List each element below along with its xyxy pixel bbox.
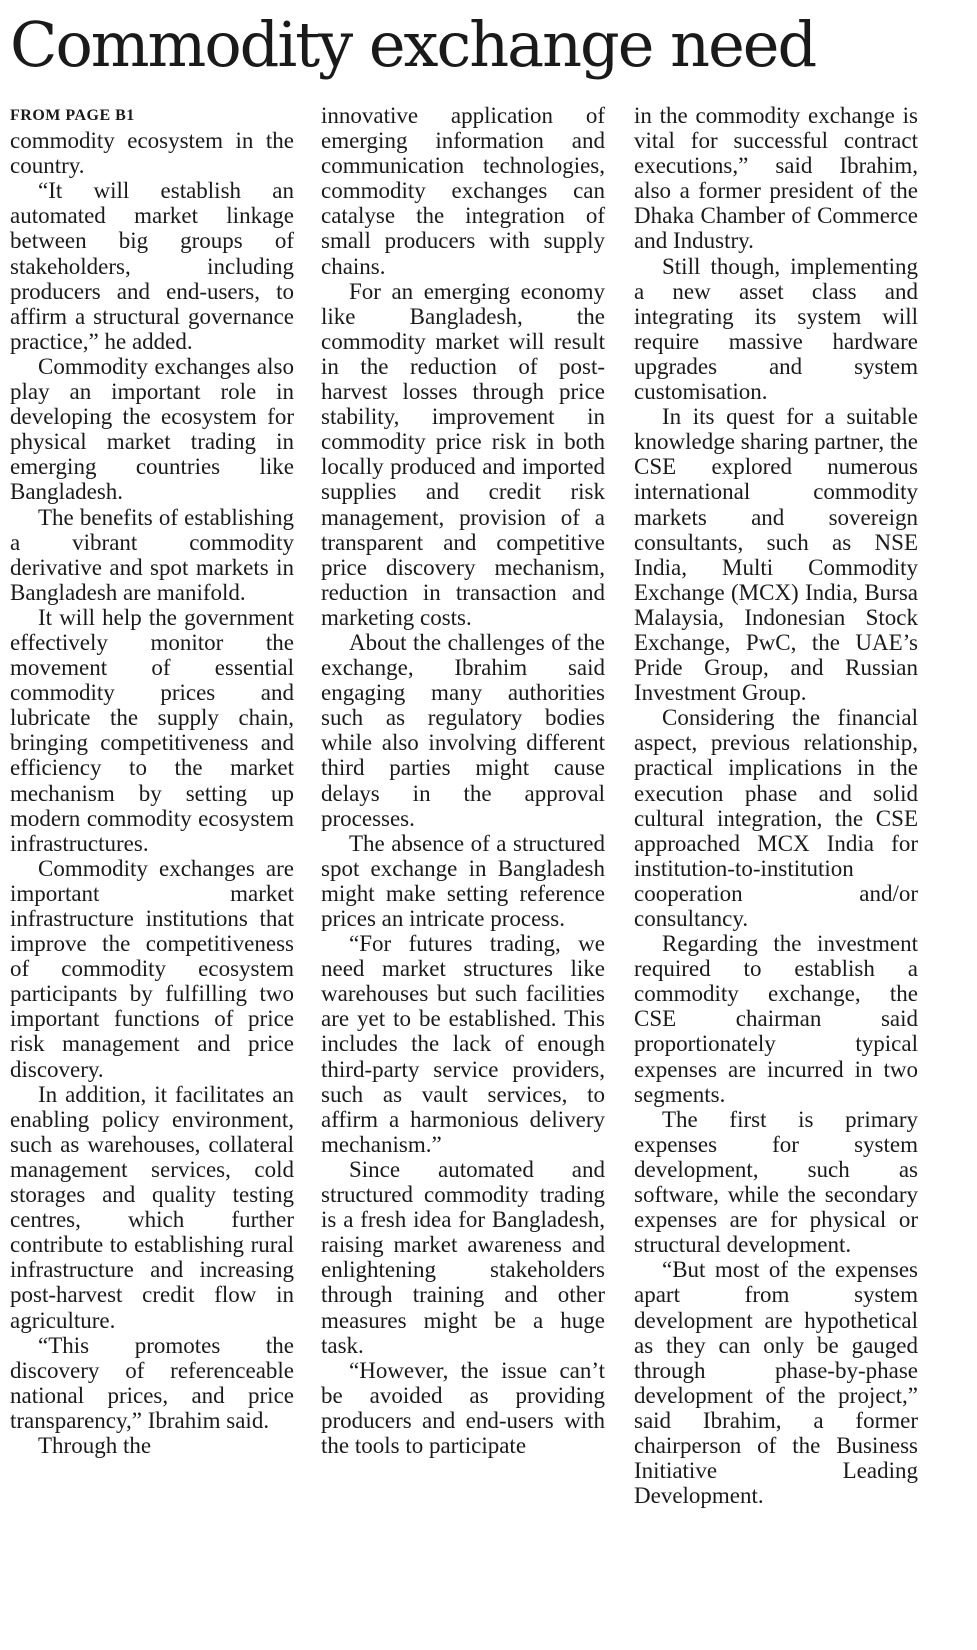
paragraph: The benefits of establishing a vibrant commodity derivative and spot markets in Bangladesh are manifold.: [10, 504, 294, 605]
paragraph: “However, the issue can’t be avoided as providing producers and end-users with the tools to participate: [321, 1357, 605, 1458]
paragraph: Considering the financial aspect, previous relationship, practical implications in the execution phase and solid cultural integration, the CSE approached MCX India for institution-to-institution cooperation and/or consultancy.: [634, 705, 918, 931]
paragraph: For an emerging economy like Bangladesh, the commodity market will result in the reduction of post-harvest losses through price stability, improvement in commodity price risk in both locally produced and imported supplies and credit risk management, provision of a transparent and competitive price discovery mechanism, reduction in transaction and marketing costs.: [321, 278, 605, 630]
paragraph: Since automated and structured commodity trading is a fresh idea for Bangladesh, raising market awareness and enlightening stakeholders through training and other measures might be a huge task.: [321, 1156, 605, 1358]
paragraph: Regarding the investment required to establish a commodity exchange, the CSE chairman said proportionately typical expenses are incurred in two segments.: [634, 931, 918, 1107]
article-column-3: [634, 103, 918, 1508]
paragraph: commodity ecosystem in the country.: [10, 128, 294, 179]
paragraph: In addition, it facilitates an enabling policy environment, such as warehouses, collateral management services, cold storages and quality testing centres, which further contribute to establishing rural infrastructure and increasing post-harvest credit flow in agriculture.: [10, 1081, 294, 1333]
paragraph: The first is primary expenses for system development, such as software, while the secondary expenses are for physical or structural development.: [634, 1106, 918, 1258]
paragraph: In its quest for a suitable knowledge sharing partner, the CSE explored numerous international commodity markets and sovereign consultants, such as NSE India, Multi Commodity Exchange (MCX) India, Bursa Malaysia, Indonesian Stock Exchange, PwC, the UAE’s Pride Group, and Russian Investment Group.: [634, 404, 918, 706]
paragraph: Commodity exchanges are important market infrastructure institutions that improve the competitiveness of commodity ecosystem participants by fulfilling two important functions of price risk management and price discovery.: [10, 855, 294, 1082]
paragraph: in the commodity exchange is vital for successful contract executions,” said Ibrahim, also a former president of the Dhaka Chamber of Commerce and Industry.: [634, 103, 918, 254]
article-column-2: [321, 103, 605, 1458]
paragraph: About the challenges of the exchange, Ibrahim said engaging many authorities such as regulatory bodies while also involving different third parties might cause delays in the approval processes.: [321, 629, 605, 831]
paragraph: “But most of the expenses apart from system development are hypothetical as they can only be gauged through phase-by-phase development of the project,” said Ibrahim, a former chairperson of the Business Initiative Leading Development.: [634, 1257, 918, 1509]
paragraph: It will help the government effectively monitor the movement of essential commodity prices and lubricate the supply chain, bringing competitiveness and efficiency to the market mechanism by setting up modern commodity ecosystem infrastructures.: [10, 604, 294, 856]
paragraph: innovative application of emerging information and communication technologies, commodity exchanges can catalyse the integration of small producers with supply chains.: [321, 103, 605, 279]
paragraph: Through the: [38, 1432, 152, 1458]
article-column-1: [10, 103, 294, 1458]
paragraph: “For futures trading, we need market structures like warehouses but such facilities are yet to be established. This includes the lack of enough third-party service providers, such as vault services, to affirm a harmonious delivery mechanism.”: [321, 931, 605, 1157]
paragraph: Still though, implementing a new asset class and integrating its system will require massive hardware upgrades and system customisation.: [634, 253, 918, 405]
paragraph: “This promotes the discovery of referenceable national prices, and price transparency,” Ibrahim said.: [10, 1332, 294, 1433]
dateline: FROM PAGE B1: [10, 107, 135, 124]
paragraph: The absence of a structured spot exchange in Bangladesh might make setting reference prices an intricate process.: [321, 830, 605, 931]
paragraph: “It will establish an automated market linkage between big groups of stakeholders, including producers and end-users, to affirm a structural governance practice,” he added.: [10, 178, 294, 354]
headline: Commodity exchange need: [10, 8, 816, 81]
paragraph: Commodity exchanges also play an important role in developing the ecosystem for physical market trading in emerging countries like Bangladesh.: [10, 353, 294, 505]
